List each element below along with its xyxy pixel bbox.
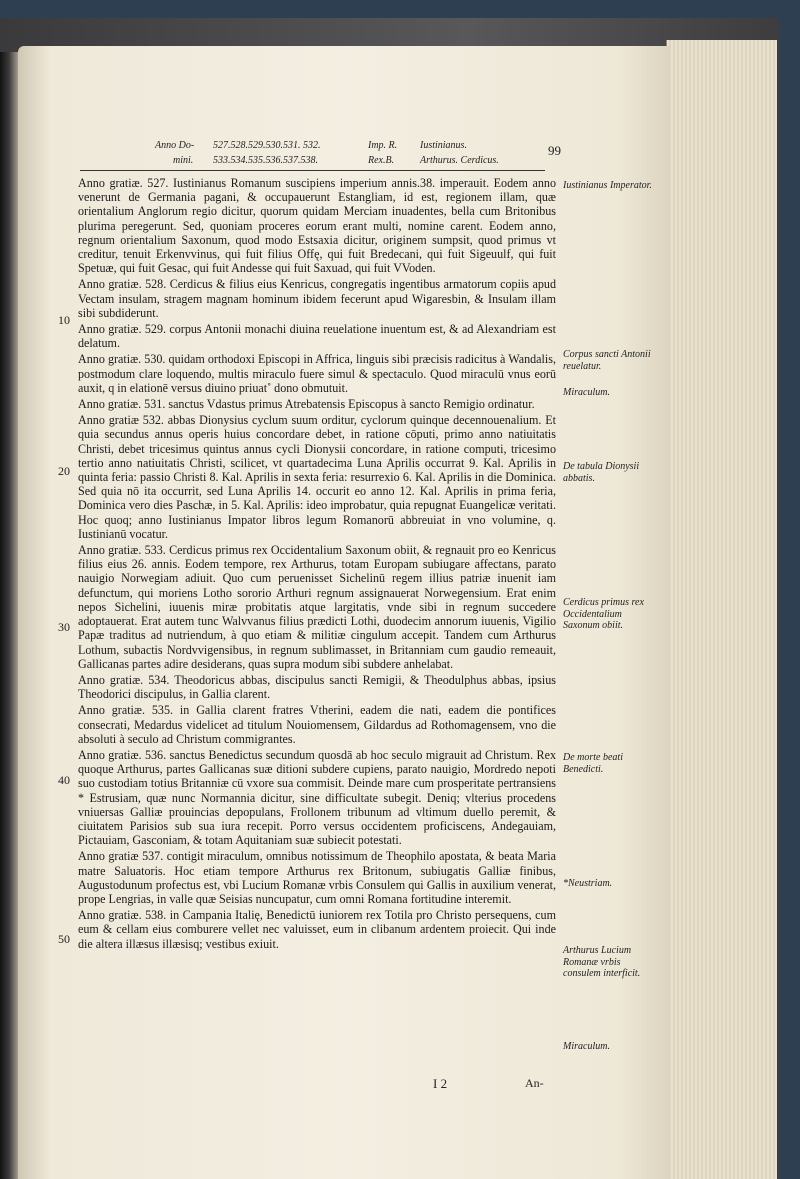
margin-note: Miraculum. bbox=[563, 1041, 610, 1052]
years-bottom: 533.534.535.536.537.538. bbox=[213, 155, 318, 166]
paragraph: Anno gratiæ. 528. Cerdicus & filius eius Kenricus, congregatis ingentibus armatorum copiis apud Vectam insulam, stragem magnam hominum ibidem fecerunt apud Wigaresbin, & Insulam illam sibi subdiderunt. bbox=[78, 277, 556, 320]
margin-note: De tabula Dionysii abbatis. bbox=[563, 461, 640, 484]
paragraph: Anno gratiæ. 530. quidam orthodoxi Episcopi in Affrica, linguis sibi præcisis radicitus à Wandalis, postmodum clare loquendo, multis miraculo fuere simul & spectaculo. Quod miraculū vnus eorū auxit, q in elationē versus diuino priuat˚ dono obmutuit. bbox=[78, 352, 556, 395]
signature-mark: I 2 bbox=[433, 1076, 448, 1091]
header-rule bbox=[80, 170, 545, 171]
rex-label: Rex.B. bbox=[368, 155, 395, 166]
margin-note: Arthurus Lucium Romanæ vrbis consulem interficit. bbox=[563, 945, 641, 979]
margin-note: Miraculum. bbox=[563, 387, 610, 398]
catchword: An- bbox=[525, 1076, 544, 1090]
paragraph: Anno gratiæ 532. abbas Dionysius cyclum suum orditur, cyclorum quinque decennouenalium. Et quia secundus annus operis huius concordare debet, in ratione cōputi, primo anno natiuitatis Christi, debet tricesimus quintus annus cycli Dionysii concordare, in ratione computi, tricesimo tertio anno natiuitatis Christi, scilicet, vt quartadecima Luna Aprilis occurrat 9. Kal. Aprilis in quinta feria: passio Christi 8. Kal. Aprilis in sexta feria: resurrexio 6. Kal. Aprilis in die Dominica. Sed quia nō ita occurrit, sed Luna Aprilis 14. occurit eo anno 12. Kal. Aprilis in prima feria, Dominica vero dies Paschæ, in 5. Kal. Aprilis: ideo improbatur, quia repugnat Euangelicæ veritati. Hoc quoq; anno Iustinianus Impator libros legum Romanorū abbreuiat in vno volumine, q. Iustinianū vocatur. bbox=[78, 413, 556, 541]
margin-note: Corpus sancti Antonii reuelatur. bbox=[563, 349, 651, 372]
margin-note: Iustinianus Imperator. bbox=[563, 180, 652, 191]
running-header bbox=[155, 138, 675, 172]
paragraph: Anno gratiæ. 527. Iustinianus Romanum suscipiens imperium annis.38. imperauit. Eodem anno venerunt de Germania pagani, & occupauerunt Estangliam, id est, regionem illam, quæ orientalium Anglorum regio dicitur, quorum quidam Merciam inuadentes, bella cum Britonibus plurima peregerunt. Sed, quoniam proceres eorum erant multi, nomine carent. Eodem anno, regnum orientalium Saxonum, quod modo Estsaxia dicitur, originem sumpsit, quod primus vt creditur, tenuit Erkenvvinus, qui fuit filius Offę, qui fuit Bredecani, qui fuit Sigeuulf, qui fuit Spetuæ, qui fuit Gesac, qui fuit Andesse qui fuit Saxuad, qui fuit VVoden. bbox=[78, 176, 556, 276]
rex-name: Arthurus. Cerdicus. bbox=[420, 155, 499, 166]
line-number: 20 bbox=[58, 464, 70, 478]
imp-name: Iustinianus. bbox=[420, 140, 467, 151]
imp-label: Imp. R. bbox=[368, 140, 398, 151]
line-number: 40 bbox=[58, 773, 70, 787]
paragraph: Anno gratiæ. 529. corpus Antonii monachi diuina reuelatione inuentum est, & ad Alexandriam est delatum. bbox=[78, 322, 556, 351]
page-edges bbox=[666, 40, 777, 1179]
paragraph: Anno gratiæ. 534. Theodoricus abbas, discipulus sancti Remigii, & Theodulphus abbas, ipsius Theodorici discipulus, in Gallia clarent. bbox=[78, 672, 556, 702]
page-number: 99 bbox=[548, 143, 561, 158]
margin-note: Cerdicus primus rex Occidentalium Saxonum obiit. bbox=[563, 597, 644, 631]
paragraph: Anno gratiæ. 536. sanctus Benedictus secundum quosdā ab hoc seculo migrauit ad Christum. Rex quoque Arthurus, partes Gallicanas suæ ditioni subdere cupiens, parato nauigio, Mordredo nepoti suo custodiam totius Britanniæ cū vxore sua commisit. Deinde mare cum prosperitate pertransiens * Estrusiam, quæ nunc Normannia dicitur, sine difficultate subegit. Deniq; vlterius procedens vniuersas Galliæ prouincias depopulans, Frollonem tribunum ad vltimum duello peremit, & ciuitatem Parisios sub sua iura recepit. Porro versus occidentem proficiscens, Andegauiam, Pictauiam, Gasconiam, & totam Aquitaniam suæ subiecit potestati. bbox=[78, 747, 556, 848]
paragraph: Anno gratiæ. 533. Cerdicus primus rex Occidentalium Saxonum obiit, & regnauit pro eo Kenricus filius eius 26. annis. Eodem tempore, rex Arthurus, totam Europam subiugare affectans, parato nauigio Norwegiam adiuit. Quo cum peruenisset Sichelinū regem illius patriæ inuenit iam defunctum, qui moriens Lotho sororio Arthuri regnum assignauerat Norwegensium. Erat enim nepos Sichelini, iuuenis miræ probitatis atque largitatis, vnde sibi in regnum succedere adoptauerat. Erat autem tunc Walvvanus filius prædicti Lothi, duodecim annorum iuuenis, Vigilio Papæ traditus ad nutriendum, à quo etiam & militiæ cingulum accepit. Tandem cum Arthurus Lothum, subactis Nordvvigensibus, in regnum sublimasset, in Britanniam cum gaudio remeauit, Gallicanas partes adire desiderans, quas supra modum sibi subdere anhelabat. bbox=[78, 543, 556, 671]
years-top: 527.528.529.530.531. 532. bbox=[213, 140, 321, 151]
margin-note: De morte beati Benedicti. bbox=[563, 752, 623, 775]
paragraph: Anno gratiæ. 535. in Gallia clarent fratres Vtherini, eadem die nati, eadem die pontifices consecrati, Medardus videlicet ad titulum Nouiomensem, Gildardus ad Rothomagensem, vno die absoluti à seculo ad Christum commigrantes. bbox=[78, 703, 556, 746]
main-text bbox=[78, 176, 556, 953]
paragraph: Anno gratiæ. 531. sanctus Vdastus primus Atrebatensis Episcopus à sancto Remigio ordinatur. bbox=[78, 397, 535, 412]
line-number: 30 bbox=[58, 620, 70, 634]
mini-label: mini. bbox=[173, 155, 194, 166]
paragraph: Anno gratiæ. 538. in Campania Italię, Benedictū iuniorem rex Totila pro Christo persequens, cum eum & cellam eius comburere vellet nec valuisset, eum in clibanum ardentem proiecit. Qui inde die altera illæsus illæsisq; vestibus exiuit. bbox=[78, 908, 556, 951]
anno-label: Anno Do- bbox=[155, 140, 195, 151]
paragraph: Anno gratiæ 537. contigit miraculum, omnibus notissimum de Theophilo apostata, & beata Maria matre Saluatoris. Hoc etiam tempore Arthurus rex Britonum, subiugatis Galliæ finibus, Augustodunum profectus est, vbi Lucium Romanæ vrbis Consulem qui Gallis in auxilium venerat, prope Lengrias, in valle quæ Seisias nuncupatur, cum omni Romana fortitudine interemit. bbox=[78, 849, 556, 906]
margin-note: *Neustriam. bbox=[563, 878, 613, 889]
line-number: 50 bbox=[58, 932, 70, 946]
line-number: 10 bbox=[58, 313, 70, 327]
